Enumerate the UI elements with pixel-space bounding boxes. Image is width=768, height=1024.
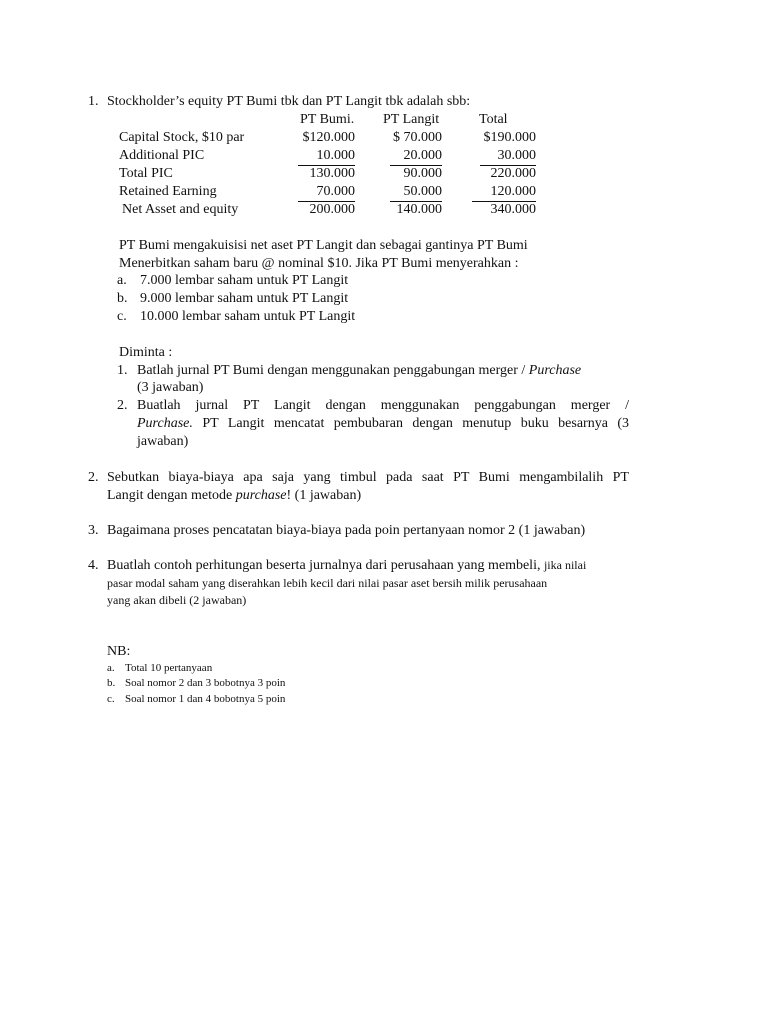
option-text: 10.000 lembar saham untuk PT Langit	[140, 309, 356, 324]
diminta-label: Diminta :	[119, 345, 173, 360]
table-cell-total: 340.000	[490, 202, 536, 217]
q4-number: 4.	[88, 558, 99, 573]
q4-line1-text: Buatlah contoh perhitungan beserta jurnalnya dari perusahaan yang membeli,	[107, 558, 541, 573]
option-text: 9.000 lembar saham untuk PT Langit	[140, 291, 349, 306]
q2-line2-end: ! (1 jawaban)	[286, 488, 362, 503]
nb-marker: a.	[107, 662, 115, 674]
task-2-line3: jawaban)	[137, 434, 189, 449]
table-cell-langit: 140.000	[396, 202, 442, 217]
task-2-line2-italic: Purchase.	[137, 416, 193, 431]
q1-paragraph-line1: PT Bumi mengakuisisi net aset PT Langit dan sebagai gantinya PT Bumi	[119, 238, 528, 253]
table-row-label: Retained Earning	[119, 184, 217, 199]
table-header-bumi: PT Bumi.	[300, 112, 355, 127]
task-2-line2	[137, 415, 629, 433]
option-marker: a.	[117, 273, 127, 288]
q2-line2-text: Langit dengan metode	[107, 488, 233, 503]
q4-line3: yang akan dibeli (2 jawaban)	[107, 593, 247, 607]
q2-number: 2.	[88, 470, 99, 485]
table-cell-langit: 20.000	[390, 147, 442, 166]
table-row-label: Total PIC	[119, 166, 173, 181]
table-cell-bumi: $120.000	[302, 130, 355, 145]
table-cell-bumi: 200.000	[309, 202, 355, 217]
nb-marker: b.	[107, 677, 116, 689]
table-cell-bumi: 10.000	[298, 147, 355, 166]
table-cell-langit: 50.000	[390, 183, 442, 202]
nb-item: Total 10 pertanyaan	[125, 662, 213, 674]
option-marker: b.	[117, 291, 128, 306]
table-header-total: Total	[479, 112, 508, 127]
q4-line1	[107, 557, 586, 575]
nb-item: Soal nomor 1 dan 4 bobotnya 5 poin	[125, 693, 286, 705]
q2-line1: Sebutkan biaya-biaya apa saja yang timbul pada saat PT Bumi mengambilalih PT	[107, 470, 629, 485]
table-row-label: Capital Stock, $10 par	[119, 130, 245, 145]
task-2-line1: Buatlah jurnal PT Langit dengan menggunakan penggabungan merger /	[137, 398, 629, 413]
nb-marker: c.	[107, 693, 115, 705]
nb-title: NB:	[107, 644, 131, 659]
q3-number: 3.	[88, 523, 99, 538]
table-cell-total: 220.000	[490, 166, 536, 181]
table-cell-langit: 90.000	[403, 166, 442, 181]
q2-line2	[107, 487, 361, 505]
q3-text: Bagaimana proses pencatatan biaya-biaya pada poin pertanyaan nomor 2 (1 jawaban)	[107, 523, 586, 538]
table-row-label: Additional PIC	[119, 148, 205, 163]
task-marker: 2.	[117, 398, 128, 413]
table-cell-total: 30.000	[480, 147, 536, 166]
q2-line2-italic: purchase	[235, 488, 287, 503]
q4-line2: pasar modal saham yang diserahkan lebih kecil dari nilai pasar aset bersih milik perusahaan	[107, 576, 548, 590]
q4-line1-small: jika nilai	[543, 558, 587, 572]
q1-intro: Stockholder’s equity PT Bumi tbk dan PT Langit tbk adalah sbb:	[107, 94, 471, 109]
table-cell-bumi: 70.000	[298, 183, 355, 202]
option-marker: c.	[117, 309, 127, 324]
q1-paragraph-line2: Menerbitkan saham baru @ nominal $10. Jika PT Bumi menyerahkan :	[119, 256, 519, 271]
table-cell-bumi: 130.000	[309, 166, 355, 181]
table-row-label: Net Asset and equity	[122, 202, 239, 217]
nb-item: Soal nomor 2 dan 3 bobotnya 3 poin	[125, 677, 286, 689]
table-cell-total: 120.000	[472, 183, 536, 202]
table-cell-langit: $ 70.000	[393, 130, 442, 145]
task-1-line1-italic: Purchase	[528, 363, 582, 378]
task-marker: 1.	[117, 363, 128, 378]
q1-number: 1.	[88, 94, 99, 109]
table-cell-total: $190.000	[483, 130, 536, 145]
task-1-line1	[137, 362, 581, 380]
option-text: 7.000 lembar saham untuk PT Langit	[140, 273, 349, 288]
table-header-langit: PT Langit	[383, 112, 440, 127]
task-2-line2-text: PT Langit mencatat pembubaran dengan menutup buku besarnya (3	[202, 416, 630, 431]
task-1-line1-text: Batlah jurnal PT Bumi dengan menggunakan penggabungan merger /	[137, 363, 526, 378]
task-1-line2: (3 jawaban)	[137, 380, 204, 395]
